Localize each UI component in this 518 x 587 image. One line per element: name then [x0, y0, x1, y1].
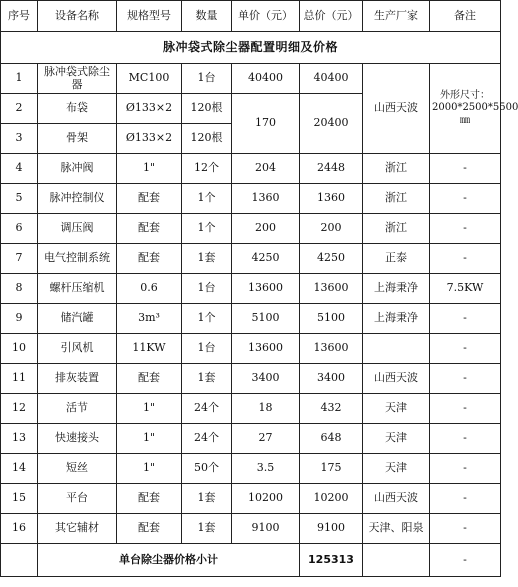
cell-qty: 12个 — [182, 154, 232, 184]
cell-unit-price: 5100 — [232, 304, 300, 334]
cell-spec: 1" — [117, 394, 182, 424]
cell-total-price: 175 — [300, 454, 363, 484]
summary-maker-empty — [363, 544, 430, 577]
cell-unit-price: 18 — [232, 394, 300, 424]
cell-unit-price: 3400 — [232, 364, 300, 394]
header-seq: 序号 — [1, 1, 38, 32]
cell-qty: 1个 — [182, 304, 232, 334]
header-unit-price: 单价（元） — [232, 1, 300, 32]
table-row — [1, 274, 501, 304]
cell-name: 调压阀 — [38, 214, 117, 244]
cell-unit-price: 3.5 — [232, 454, 300, 484]
cell-remark: 7.5KW — [430, 274, 501, 304]
cell-maker: 上海秉净 — [363, 274, 430, 304]
cell-unit-price: 27 — [232, 424, 300, 454]
summary-label: 单台除尘器价格小计 — [38, 544, 300, 577]
cell-name: 活节 — [38, 394, 117, 424]
cell-seq: 7 — [1, 244, 38, 274]
table-row — [1, 244, 501, 274]
items-body-rest — [1, 154, 501, 544]
table-row — [1, 184, 501, 214]
cell-seq: 5 — [1, 184, 38, 214]
cell-total-price: 10200 — [300, 484, 363, 514]
cell-seq: 1 — [1, 64, 38, 94]
cell-seq: 12 — [1, 394, 38, 424]
table-row — [1, 334, 501, 364]
cell-name: 排灰装置 — [38, 364, 117, 394]
cell-unit-price: 40400 — [232, 64, 300, 94]
header-qty: 数量 — [182, 1, 232, 32]
cell-total-price: 9100 — [300, 514, 363, 544]
cell-name: 电气控制系统 — [38, 244, 117, 274]
cell-unit-price: 9100 — [232, 514, 300, 544]
cell-qty: 24个 — [182, 424, 232, 454]
cell-seq: 13 — [1, 424, 38, 454]
cell-spec: Ø133×2 — [117, 124, 182, 154]
cell-name: 螺杆压缩机 — [38, 274, 117, 304]
summary-total: 125313 — [300, 544, 363, 577]
header-spec: 规格型号 — [117, 1, 182, 32]
cell-unit-price: 4250 — [232, 244, 300, 274]
cell-seq: 10 — [1, 334, 38, 364]
cell-total-price: 4250 — [300, 244, 363, 274]
header-row — [1, 1, 501, 32]
cell-total-price: 40400 — [300, 64, 363, 94]
cell-seq: 14 — [1, 454, 38, 484]
cell-spec: 1" — [117, 424, 182, 454]
cell-maker: 上海秉净 — [363, 304, 430, 334]
cell-remark: - — [430, 304, 501, 334]
cell-name: 引风机 — [38, 334, 117, 364]
cell-seq-empty — [1, 544, 38, 577]
table-row — [1, 154, 501, 184]
cell-unit-price: 204 — [232, 154, 300, 184]
cell-unit-price: 13600 — [232, 274, 300, 304]
cell-seq: 11 — [1, 364, 38, 394]
cell-spec: 1" — [117, 154, 182, 184]
title-row — [1, 32, 501, 64]
cell-remark: - — [430, 214, 501, 244]
cell-remark: - — [430, 184, 501, 214]
table-row — [1, 364, 501, 394]
cell-total-price: 13600 — [300, 274, 363, 304]
cell-name: 骨架 — [38, 124, 117, 154]
cell-total-price: 13600 — [300, 334, 363, 364]
cell-remark: - — [430, 244, 501, 274]
cell-maker: 浙江 — [363, 184, 430, 214]
cell-qty: 1套 — [182, 364, 232, 394]
table-row — [1, 214, 501, 244]
summary-remark: - — [430, 544, 501, 577]
header-remark: 备注 — [430, 1, 501, 32]
cell-qty: 120根 — [182, 94, 232, 124]
cell-total-price: 5100 — [300, 304, 363, 334]
cell-spec: 配套 — [117, 364, 182, 394]
cell-name: 脉冲控制仪 — [38, 184, 117, 214]
cell-total-price: 2448 — [300, 154, 363, 184]
cell-maker: 山西天波 — [363, 364, 430, 394]
cell-remark: - — [430, 514, 501, 544]
cell-remark: - — [430, 454, 501, 484]
table-row — [1, 454, 501, 484]
cell-total-price: 648 — [300, 424, 363, 454]
cell-name: 储汽罐 — [38, 304, 117, 334]
cell-spec: 11KW — [117, 334, 182, 364]
cell-spec: Ø133×2 — [117, 94, 182, 124]
cell-remark: - — [430, 484, 501, 514]
cell-qty: 1台 — [182, 334, 232, 364]
table-row — [1, 304, 501, 334]
cell-total-price: 432 — [300, 394, 363, 424]
cell-remark: - — [430, 364, 501, 394]
header-total-price: 总价（元） — [300, 1, 363, 32]
cell-seq: 4 — [1, 154, 38, 184]
cell-qty: 1套 — [182, 484, 232, 514]
table-row — [1, 394, 501, 424]
cell-qty: 1套 — [182, 514, 232, 544]
cell-qty: 24个 — [182, 394, 232, 424]
cell-qty: 1个 — [182, 214, 232, 244]
cell-spec: 配套 — [117, 214, 182, 244]
cell-spec: 配套 — [117, 484, 182, 514]
cell-qty: 1个 — [182, 184, 232, 214]
cell-qty: 1台 — [182, 274, 232, 304]
cell-seq: 3 — [1, 124, 38, 154]
cell-spec: 配套 — [117, 244, 182, 274]
items-body — [1, 64, 518, 154]
cell-remark: - — [430, 334, 501, 364]
summary-row — [1, 544, 501, 577]
cell-total-price-merged: 20400 — [300, 94, 363, 154]
cell-seq: 8 — [1, 274, 38, 304]
cell-maker: 天津 — [363, 394, 430, 424]
cell-maker: 天津 — [363, 424, 430, 454]
cell-seq: 2 — [1, 94, 38, 124]
table-row — [1, 514, 501, 544]
cell-remark-merged: 外形尺寸：2000*2500*5500㎜ — [430, 64, 501, 154]
cell-name: 其它辅材 — [38, 514, 117, 544]
cell-total-price: 200 — [300, 214, 363, 244]
cell-unit-price: 10200 — [232, 484, 300, 514]
cell-unit-price: 13600 — [232, 334, 300, 364]
cell-unit-price-merged: 170 — [232, 94, 300, 154]
cell-unit-price: 1360 — [232, 184, 300, 214]
cell-name: 平台 — [38, 484, 117, 514]
cell-maker: 天津 — [363, 454, 430, 484]
cell-spec: MC100 — [117, 64, 182, 94]
cell-maker-merged: 山西天波 — [363, 64, 430, 154]
cell-spec: 0.6 — [117, 274, 182, 304]
cell-maker: 山西天波 — [363, 484, 430, 514]
cell-name: 快速接头 — [38, 424, 117, 454]
header-maker: 生产厂家 — [363, 1, 430, 32]
cell-maker: 浙江 — [363, 214, 430, 244]
cell-maker: 天津、阳泉 — [363, 514, 430, 544]
cell-total-price: 3400 — [300, 364, 363, 394]
cell-qty: 1台 — [182, 64, 232, 94]
cell-seq: 15 — [1, 484, 38, 514]
cell-seq: 6 — [1, 214, 38, 244]
cell-name: 布袋 — [38, 94, 117, 124]
cell-maker — [363, 334, 430, 364]
cell-qty: 120根 — [182, 124, 232, 154]
cell-remark: - — [430, 424, 501, 454]
header-name: 设备名称 — [38, 1, 117, 32]
cell-spec: 配套 — [117, 184, 182, 214]
table-title: 脉冲袋式除尘器配置明细及价格 — [1, 32, 501, 64]
cell-seq: 16 — [1, 514, 38, 544]
table-row — [1, 64, 501, 94]
cell-spec: 1" — [117, 454, 182, 484]
cell-name: 短丝 — [38, 454, 117, 484]
cell-unit-price: 200 — [232, 214, 300, 244]
table-row — [1, 484, 501, 514]
cell-total-price: 1360 — [300, 184, 363, 214]
cell-qty: 1套 — [182, 244, 232, 274]
cell-maker: 正泰 — [363, 244, 430, 274]
cell-name: 脉冲袋式除尘器 — [38, 64, 117, 94]
cell-name: 脉冲阀 — [38, 154, 117, 184]
cell-remark: - — [430, 394, 501, 424]
cell-remark: - — [430, 154, 501, 184]
cell-spec: 3m³ — [117, 304, 182, 334]
cell-seq: 9 — [1, 304, 38, 334]
cell-spec: 配套 — [117, 514, 182, 544]
table-row — [1, 424, 501, 454]
cell-maker: 浙江 — [363, 154, 430, 184]
cell-qty: 50个 — [182, 454, 232, 484]
